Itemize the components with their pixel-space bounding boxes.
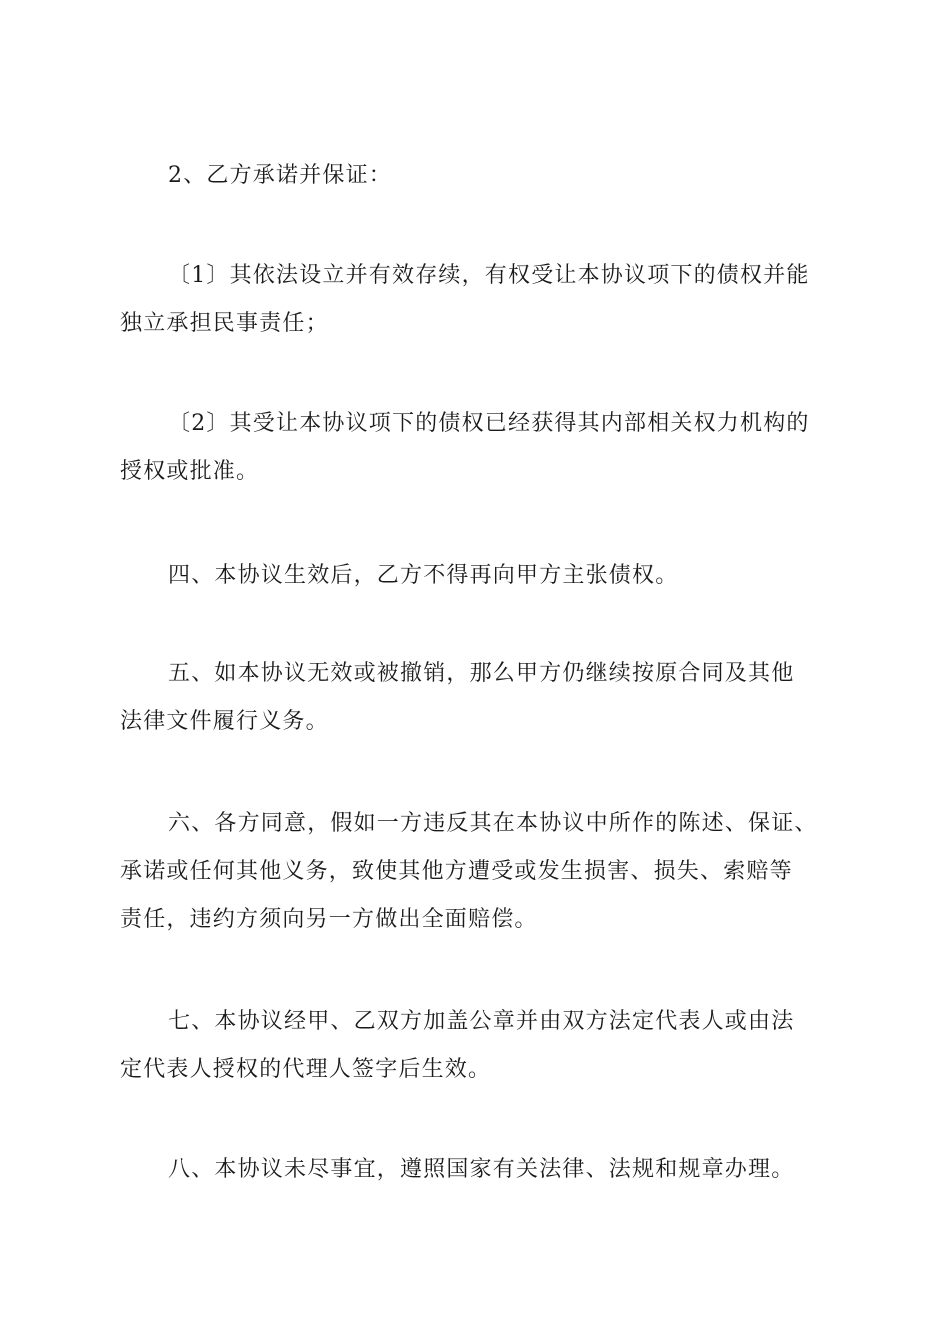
paragraph-line: 四、本协议生效后，乙方不得再向甲方主张债权。 xyxy=(168,563,679,588)
clause-4 xyxy=(120,552,832,600)
paragraph-line: 七、本协议经甲、乙双方加盖公章并由双方法定代表人或由法 xyxy=(168,1009,795,1034)
clause-8 xyxy=(120,1146,832,1194)
paragraph-line: 承诺或任何其他义务，致使其他方遭受或发生损害、损失、索赔等 xyxy=(120,859,793,884)
paragraph-line: 五、如本协议无效或被撤销，那么甲方仍继续按原合同及其他 xyxy=(168,661,795,686)
paragraph-line: 授权或批准。 xyxy=(120,459,260,484)
paragraph-line: 八、本协议未尽事宜，遵照国家有关法律、法规和规章办理。 xyxy=(168,1157,795,1182)
paragraph-line: 定代表人授权的代理人签字后生效。 xyxy=(120,1057,492,1082)
clause-2-item-2 xyxy=(120,400,832,496)
paragraph-line: 六、各方同意，假如一方违反其在本协议中所作的陈述、保证、 xyxy=(168,811,818,836)
clause-6 xyxy=(120,800,832,944)
clause-2-heading xyxy=(120,152,832,200)
paragraph-line: 法律文件履行义务。 xyxy=(120,709,329,734)
paragraph-line: 2、乙方承诺并保证： xyxy=(168,163,392,188)
paragraph-line: 〔1〕其依法设立并有效存续，有权受让本协议项下的债权并能 xyxy=(168,263,810,288)
clause-7 xyxy=(120,998,832,1094)
clause-5 xyxy=(120,650,832,746)
paragraph-line: 独立承担民事责任； xyxy=(120,311,329,336)
paragraph-line: 责任，违约方须向另一方做出全面赔偿。 xyxy=(120,907,538,932)
clause-2-item-1 xyxy=(120,252,832,348)
paragraph-line: 〔2〕其受让本协议项下的债权已经获得其内部相关权力机构的 xyxy=(168,411,810,436)
